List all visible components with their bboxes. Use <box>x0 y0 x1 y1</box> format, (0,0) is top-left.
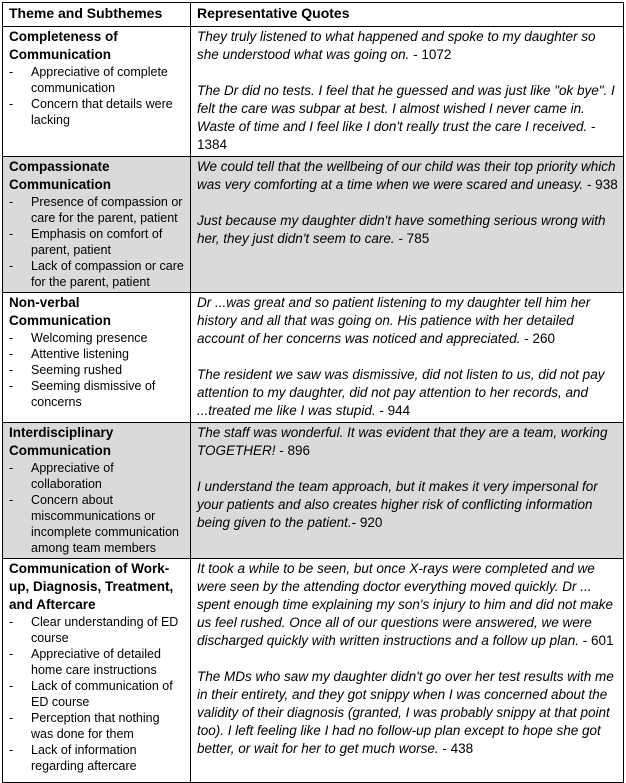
quote-text: The resident we saw was dismissive, did not listen to us, did not pay attention to my daughter, did not pay attention to her records, and ...treated me like I was stupid. <box>197 367 605 418</box>
quote <box>197 212 618 248</box>
subtheme-list <box>9 460 185 556</box>
respondent-id: - 1072 <box>409 47 452 62</box>
quote-text: It took a while to be seen, but once X-rays were completed and we were seen by the attending doctor everything moved quickly. Dr ... spent enough time explaining my son's injury to him and did not make us feel rushed. Once all of our questions were answered, we were discharged quickly with written instructions and a follow up plan. <box>197 561 614 648</box>
respondent-id: - 601 <box>578 633 614 648</box>
subtheme-item: - Concern that details were lacking <box>9 96 185 128</box>
respondent-id: - 260 <box>520 331 555 346</box>
theme-title: Interdisciplinary Communication <box>9 425 114 458</box>
quote <box>197 158 618 194</box>
quote <box>197 560 618 650</box>
subtheme-item: - Attentive listening <box>9 346 185 362</box>
subtheme-list <box>9 64 185 128</box>
respondent-id: - 944 <box>375 403 411 418</box>
respondent-id: - 896 <box>275 443 311 458</box>
subtheme-list <box>9 330 185 410</box>
subtheme-item: - Seeming rushed <box>9 362 185 378</box>
subtheme-item: - Appreciative of detailed home care instructions <box>9 646 185 678</box>
quote-text: We could tell that the wellbeing of our child was their top priority which was very comforting at a time when we were scared and uneasy. <box>197 159 616 192</box>
theme-cell <box>3 423 191 559</box>
quote <box>197 478 618 532</box>
respondent-id: - 1384 <box>197 119 596 152</box>
theme-cell <box>3 27 191 157</box>
quote-text: The Dr did no tests. I feel that he guessed and was just like "ok bye". I felt the care was subpar at best. I almost wished I never came in. Waste of time and I feel like I don't really trust the care I received. <box>197 83 615 134</box>
subtheme-item: - Concern about miscommunications or incomplete communication among team members <box>9 492 185 556</box>
subtheme-item: - Emphasis on comfort of parent, patient <box>9 226 185 258</box>
themes-table <box>2 2 624 783</box>
quote <box>197 294 618 348</box>
respondent-id: - 438 <box>438 741 474 756</box>
subtheme-list <box>9 614 185 774</box>
quote-text: The MDs who saw my daughter didn't go over her test results with me in their entirety, and they got snippy when I was concerned about the validity of their diagnosis (granted, I was probably snippy at that point too). I left feeling like I had no follow-up plan except to hope she got better, or wait for her to get much worse. <box>197 669 614 756</box>
subtheme-item: - Presence of compassion or care for the parent, patient <box>9 194 185 226</box>
quote <box>197 28 618 64</box>
quote <box>197 424 618 460</box>
subtheme-item: - Perception that nothing was done for them <box>9 710 185 742</box>
quotes-cell <box>191 559 624 783</box>
subtheme-list <box>9 194 185 290</box>
quote <box>197 366 618 420</box>
table-row <box>3 559 624 783</box>
subtheme-item: - Seeming dismissive of concerns <box>9 378 185 410</box>
respondent-id: - 938 <box>583 177 618 192</box>
subtheme-item: - Lack of information regarding aftercare <box>9 742 185 774</box>
quotes-cell <box>191 27 624 157</box>
theme-title: Communication of Work-up, Diagnosis, Treatment, and Aftercare <box>9 561 174 612</box>
respondent-id: - 920 <box>351 515 383 530</box>
subtheme-item: - Appreciative of collaboration <box>9 460 185 492</box>
quote-text: I understand the team approach, but it makes it very impersonal for your patients and also creates higher risk of conflicting information being given to the patient. <box>197 479 598 530</box>
theme-column-header: Theme and Subthemes <box>3 3 191 27</box>
quotes-cell <box>191 293 624 423</box>
quotes-cell <box>191 423 624 559</box>
quote <box>197 668 618 758</box>
subtheme-item: - Welcoming presence <box>9 330 185 346</box>
subtheme-item: - Lack of communication of ED course <box>9 678 185 710</box>
subtheme-item: - Lack of compassion or care for the parent, patient <box>9 258 185 290</box>
subtheme-item: - Appreciative of complete communication <box>9 64 185 96</box>
theme-cell <box>3 559 191 783</box>
respondent-id: - 785 <box>394 231 430 246</box>
quote-text: They truly listened to what happened and spoke to my daughter so she understood what was going on. <box>197 29 596 62</box>
quote-text: Dr ...was great and so patient listening to my daughter tell him her history and all that was going on. His patience with her detailed account of her concerns was noticed and appreciated. <box>197 295 591 346</box>
table-row <box>3 293 624 423</box>
theme-title: Compassionate Communication <box>9 159 112 192</box>
theme-title: Non-verbal Communication <box>9 295 112 328</box>
subtheme-item: - Clear understanding of ED course <box>9 614 185 646</box>
theme-title: Completeness of Communication <box>9 29 118 62</box>
theme-cell <box>3 293 191 423</box>
table-row <box>3 157 624 293</box>
quote-column-header: Representative Quotes <box>191 3 624 27</box>
quote <box>197 82 618 154</box>
table-row <box>3 423 624 559</box>
quote-text: Just because my daughter didn't have something serious wrong with her, they just didn't seem to care. <box>197 213 606 246</box>
table-header-row <box>3 3 624 27</box>
theme-cell <box>3 157 191 293</box>
quotes-cell <box>191 157 624 293</box>
table-row <box>3 27 624 157</box>
quote-text: The staff was wonderful. It was evident that they are a team, working TOGETHER! <box>197 425 608 458</box>
